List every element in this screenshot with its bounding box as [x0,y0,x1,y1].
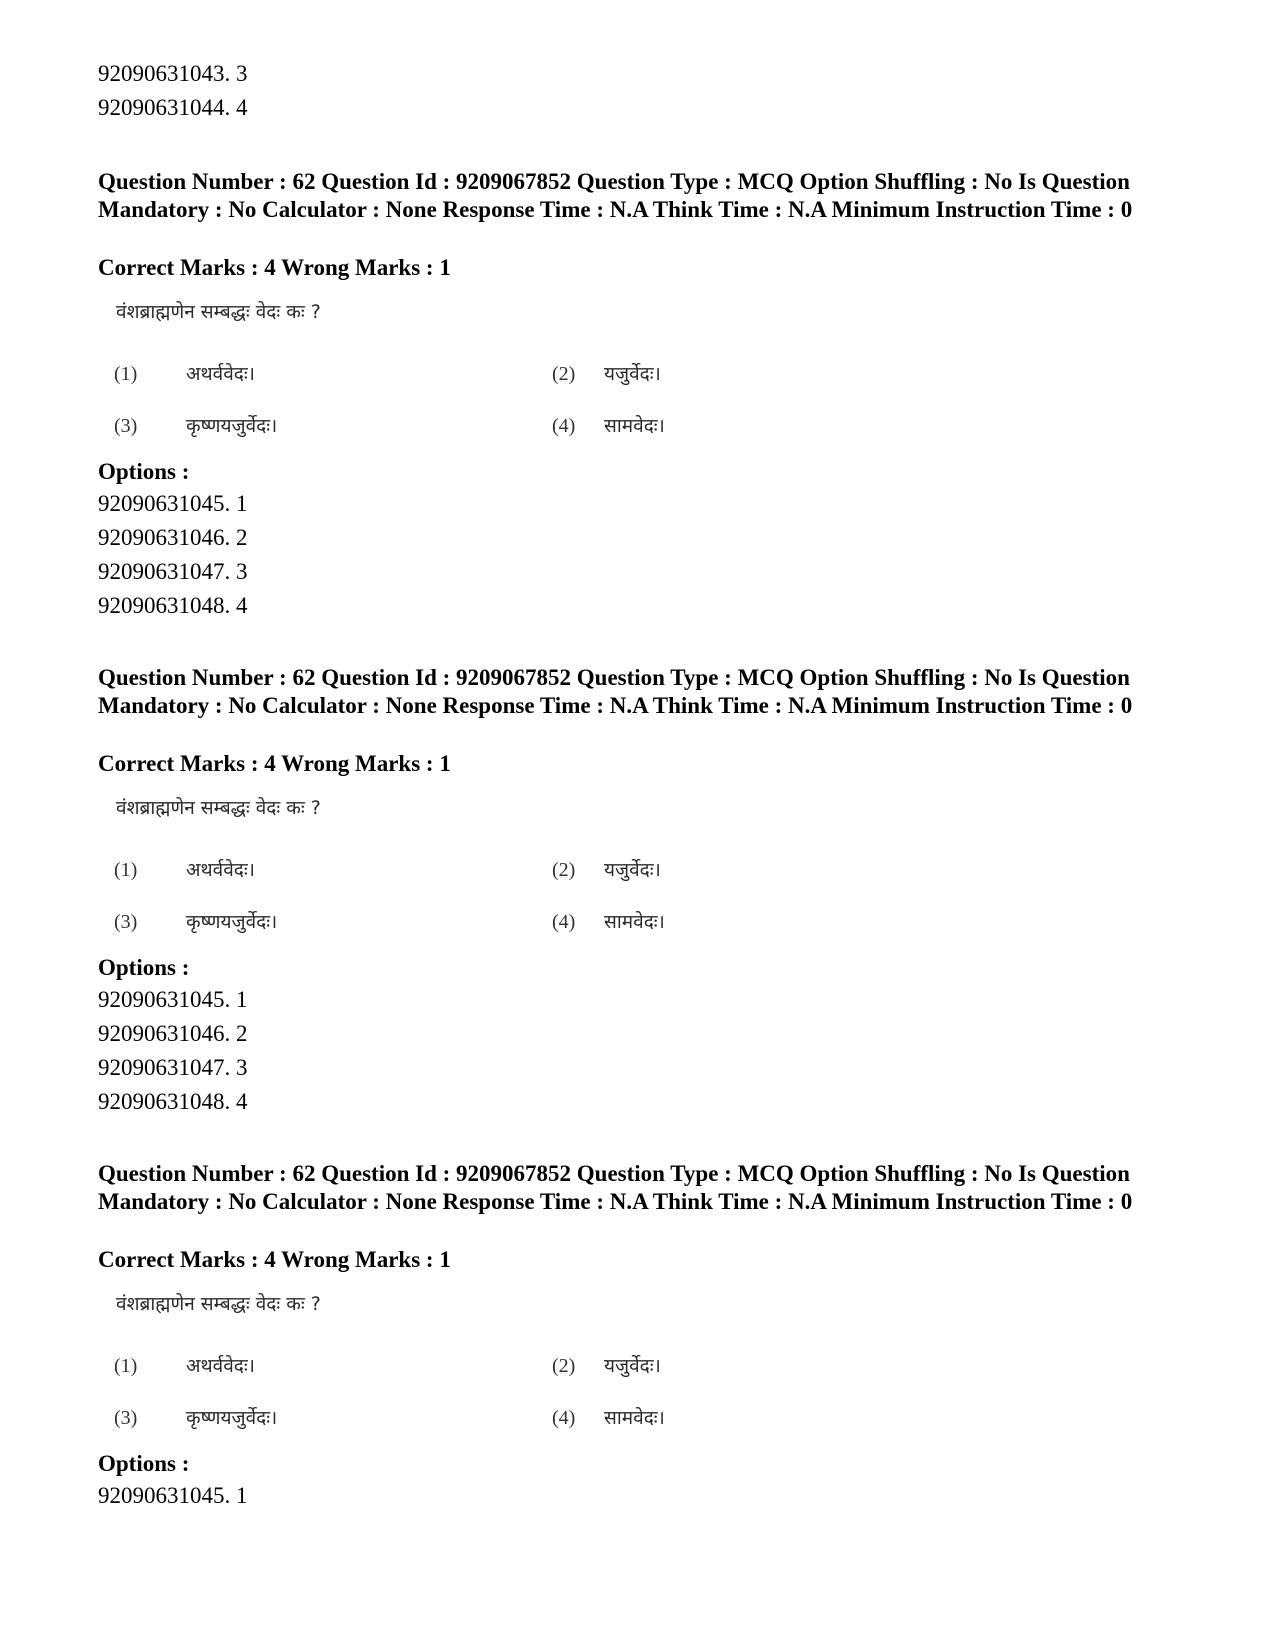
option-id: 92090631044 [98,95,225,120]
choice-text: सामवेदः। [604,911,665,933]
option-id: 92090631048 [98,1089,225,1114]
option-line: 92090631044. 4 [98,95,248,120]
option-number: 3 [236,559,248,584]
choice-label: (3) [114,415,138,437]
choice-text: कृष्णयजुर्वेदः। [186,1407,278,1429]
option-id: 92090631047 [98,559,225,584]
question-text: वंशब्राह्मणेन सम्बद्धः वेदः कः ? [116,797,321,819]
choice-text: यजुर्वेदः। [604,859,661,881]
options-heading: Options : [98,459,190,484]
choice-2 [552,1352,661,1378]
option-line: 92090631047. 3 [98,559,248,584]
option-number: 4 [236,1089,248,1114]
option-line: 92090631043. 3 [98,61,248,86]
option-line: 92090631045. 1 [98,491,248,516]
choice-label: (2) [552,363,576,385]
option-number: 4 [236,593,248,618]
choice-text: यजुर्वेदः। [604,363,661,385]
choice-text: कृष्णयजुर्वेदः। [186,911,278,933]
option-id: 92090631045 [98,987,225,1012]
question-marks: Correct Marks : 4 Wrong Marks : 1 [98,1247,451,1272]
option-number: 1 [236,491,248,516]
question-marks: Correct Marks : 4 Wrong Marks : 1 [98,751,451,776]
question-header: Question Number : 62 Question Id : 9209067852 Question Type : MCQ Option Shuffling : No Is Question Mandatory : No Calculator : None Response Time : N.A Think Time : N.A Minimum Instruction Time : 0 [98,169,1133,222]
option-id: 92090631046 [98,525,225,550]
question-text: वंशब्राह्मणेन सम्बद्धः वेदः कः ? [116,301,321,323]
choice-label: (3) [114,1407,138,1429]
choice-4 [552,1404,665,1430]
choice-1 [114,360,255,386]
choice-3 [114,1404,277,1430]
option-number: 2 [236,525,248,550]
choice-1 [114,1352,255,1378]
option-line: 92090631046. 2 [98,1021,248,1046]
option-number: 3 [236,1055,248,1080]
choice-label: (1) [114,363,138,385]
choice-3 [114,908,277,934]
option-line: 92090631048. 4 [98,593,248,618]
choice-text: कृष्णयजुर्वेदः। [186,415,278,437]
choice-label: (3) [114,911,138,933]
choice-label: (2) [552,1355,576,1377]
option-number: 3 [236,61,248,86]
choice-1 [114,856,255,882]
choice-text: सामवेदः। [604,415,665,437]
choice-label: (4) [552,415,576,437]
choice-label: (1) [114,1355,138,1377]
options-heading: Options : [98,955,190,980]
option-line: 92090631045. 1 [98,1483,248,1508]
option-line: 92090631047. 3 [98,1055,248,1080]
choice-4 [552,412,665,438]
option-number: 1 [236,987,248,1012]
question-image [98,298,738,448]
choice-text: अथर्ववेदः। [186,859,255,881]
choice-2 [552,856,661,882]
question-header: Question Number : 62 Question Id : 9209067852 Question Type : MCQ Option Shuffling : No Is Question Mandatory : No Calculator : None Response Time : N.A Think Time : N.A Minimum Instruction Time : 0 [98,1161,1133,1214]
choice-text: यजुर्वेदः। [604,1355,661,1377]
option-id: 92090631045 [98,491,225,516]
choice-text: अथर्ववेदः। [186,1355,255,1377]
choice-3 [114,412,277,438]
question-marks: Correct Marks : 4 Wrong Marks : 1 [98,255,451,280]
choice-label: (4) [552,1407,576,1429]
option-line: 92090631046. 2 [98,525,248,550]
option-id: 92090631043 [98,61,225,86]
option-id: 92090631048 [98,593,225,618]
option-id: 92090631045 [98,1483,225,1508]
option-number: 1 [236,1483,248,1508]
question-text: वंशब्राह्मणेन सम्बद्धः वेदः कः ? [116,1293,321,1315]
option-id: 92090631046 [98,1021,225,1046]
question-header: Question Number : 62 Question Id : 9209067852 Question Type : MCQ Option Shuffling : No Is Question Mandatory : No Calculator : None Response Time : N.A Think Time : N.A Minimum Instruction Time : 0 [98,665,1133,718]
option-number: 4 [236,95,248,120]
choice-text: सामवेदः। [604,1407,665,1429]
option-number: 2 [236,1021,248,1046]
question-image [98,794,738,944]
option-line: 92090631048. 4 [98,1089,248,1114]
choice-label: (4) [552,911,576,933]
question-image [98,1290,738,1440]
choice-text: अथर्ववेदः। [186,363,255,385]
choice-label: (1) [114,859,138,881]
choice-4 [552,908,665,934]
option-line: 92090631045. 1 [98,987,248,1012]
choice-label: (2) [552,859,576,881]
option-id: 92090631047 [98,1055,225,1080]
options-heading: Options : [98,1451,190,1476]
choice-2 [552,360,661,386]
